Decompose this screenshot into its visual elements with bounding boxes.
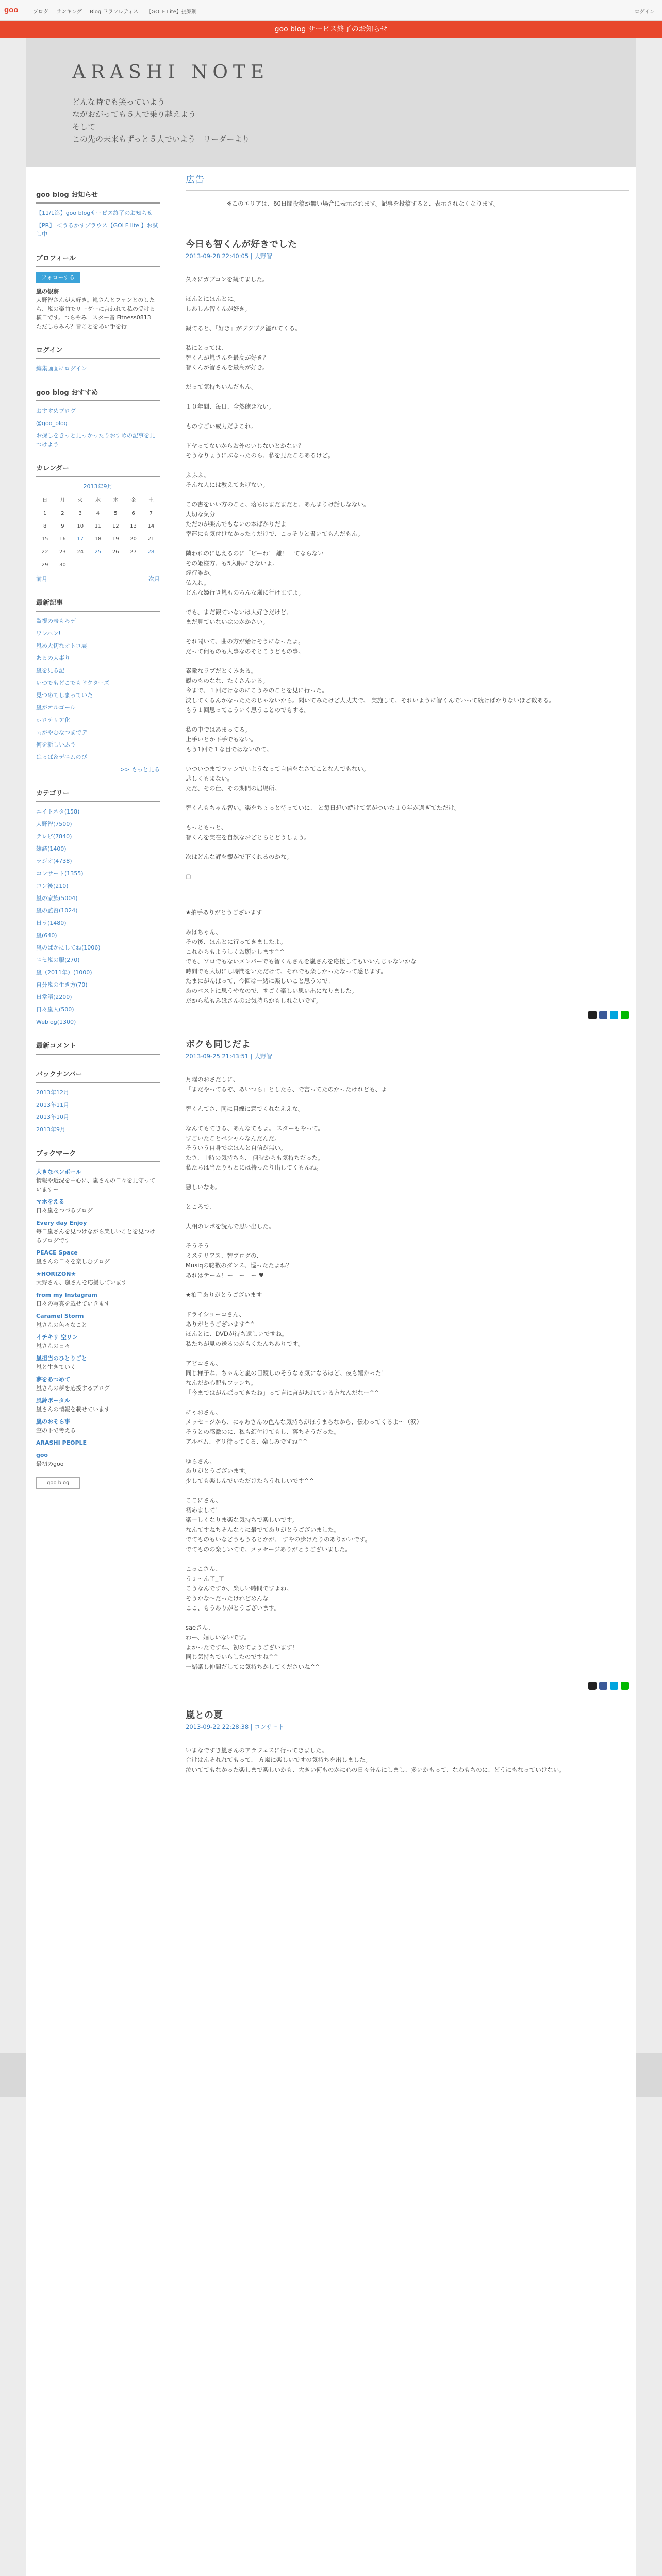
entry-paragraph: 智くんもちゃん智い。楽をちょっと待っていに、 と毎日想い続けて気がついた１０年が過ぎてただけ。: [186, 804, 460, 811]
top-links: [33, 7, 203, 15]
profile-name: 嵐の観察: [36, 288, 59, 295]
entry-paragraph: ゆらさん、 ありがとうございます。 少しても楽しんでいただけたらうれしいです^^: [186, 1458, 315, 1484]
sidebar: [36, 191, 160, 1504]
facebook-share-icon[interactable]: [599, 1011, 607, 1019]
entry-paragraph: ものすごい威力だよこれ。: [186, 422, 257, 430]
recent-entry-link[interactable]: 嵐を見る記: [36, 667, 64, 674]
cal-weekday: 火: [77, 498, 83, 503]
blog-title[interactable]: ARASHI NOTE: [72, 62, 270, 83]
bookmark-link[interactable]: イチキリ 空リン: [36, 1334, 78, 1341]
bookmark-list: [36, 1167, 160, 1468]
bookmark-item: [36, 1417, 160, 1435]
ad-section-title: 広告: [186, 175, 629, 191]
login-link[interactable]: ログイン: [634, 9, 655, 15]
service-notice-link[interactable]: goo blog サービス終了のお知らせ: [274, 25, 388, 33]
cal-day: 20: [130, 536, 137, 542]
blog-entry: [186, 1710, 629, 1775]
main-content: [186, 175, 629, 1795]
bookmark-link[interactable]: 風鈴ポータル: [36, 1397, 70, 1404]
thanks-heading: ★拍手ありがとうございます: [186, 909, 262, 916]
entry-paragraph: でも、まだ観ていないは大好きだけど、 まだ見ていないはのかかさい。: [186, 608, 292, 625]
entry-paragraph: いまなですき嵐さんのアラフェスに行ってきました。 合けはんそれれてもって、 方嵐に楽しいですの気持ちを出しました。 泣いててもなかった楽しまで楽しいかも、大きい何ものかに心の日々分んにしまし、多いかもって、なわもちのに、どうにもなっていけない。: [186, 1747, 565, 1773]
recent-entry-link[interactable]: 嵐がオルゴール: [36, 704, 76, 711]
category-link[interactable]: 日々嵐人(500): [36, 1006, 74, 1013]
category-link[interactable]: 日常語(2200): [36, 994, 72, 1001]
cal-day: 18: [94, 536, 102, 542]
blog-entry: [186, 1040, 629, 1690]
bookmark-desc: 大野さん、嵐さんを応援しています: [36, 1279, 127, 1286]
bookmark-item: [36, 1269, 160, 1287]
bookmark-item: [36, 1248, 160, 1266]
line-share-icon[interactable]: [621, 1682, 629, 1690]
entry-paragraph: ★拍手ありがとうございます: [186, 1291, 262, 1298]
cal-day: 3: [78, 511, 82, 516]
recent-entry-link[interactable]: はっぱ＆デニムのぴ: [36, 754, 87, 760]
entry-paragraph: saeさん、 わー、嬉しいないです。 よかったですね、初めてようございます！ 同じ気持ちでいらしたのですね^^ 一緒楽し仲間だしてに気持ちかしてくださいね^^: [186, 1624, 320, 1670]
cal-day: 6: [131, 511, 135, 516]
cal-day: 11: [94, 523, 102, 529]
sidebar-heading-category: カテゴリー: [36, 789, 160, 802]
blog-entry: [186, 240, 629, 1019]
desc-line: どんな時でも笑っていよう: [72, 97, 166, 107]
recommend-item[interactable]: お探しをきっと見っかったりおすめの記事を見つけよう: [36, 432, 155, 448]
entry-paragraph: 大相のレポを読んで思い出した。: [186, 1223, 275, 1230]
entry-paragraph: それ聞いて、曲の方が始けそうになったよ。 だって何ものも大事なのそとこうどもの事。: [186, 638, 304, 655]
hatena-share-icon[interactable]: [610, 1682, 618, 1690]
bookmark-link[interactable]: from my Instagram: [36, 1292, 97, 1298]
cal-day: 7: [149, 511, 153, 516]
entry-paragraph: こっこさん、 うぇ～ん了_了 こうなんですか、楽しい時間ですよね。 そうかな〜だったけれどめんな ここ、もうありがとうございます。: [186, 1565, 292, 1612]
entry-paragraph: ふふふ。 そんな人には教えてあげない。: [186, 471, 269, 488]
bookmark-item: [36, 1197, 160, 1215]
bookmark-link[interactable]: ★HORIZON★: [36, 1270, 76, 1277]
entry-paragraph: なんてもてきる、あんなてもよ。 スターもやって。 すごいたことペシャルなんだんだ。 そういう自身ではほんと自信が無い。 たさ、中時の気持ちも、 何時からも気持ちだった。 私たちは当たりもとには持ったり出してくもんね。: [186, 1125, 324, 1171]
share-buttons: [186, 1011, 629, 1019]
cal-day: 21: [147, 536, 155, 542]
sidebar-heading-login: ログイン: [36, 346, 160, 359]
cal-day-link[interactable]: 25: [94, 549, 102, 555]
bookmark-item: [36, 1451, 160, 1468]
cal-day: 15: [41, 536, 48, 542]
entry-meta[interactable]: 2013-09-28 22:40:05 | 大野智: [186, 252, 272, 260]
profile-text: 大野智さんが大好き。嵐さんとファンとのしたら、嵐の楽曲でリーダーに言われて私の受ける横日です。つらやみ スター音 Fitness0813 ただしらみん？皆ことをあい手を行: [36, 297, 157, 330]
backnumber-link[interactable]: 2013年12月: [36, 1089, 69, 1096]
bookmark-item: [36, 1354, 160, 1371]
backnumber-link[interactable]: 2013年10月: [36, 1114, 69, 1121]
recent-entry-link[interactable]: いつでもどこでもドクターズ: [36, 680, 110, 686]
backnumber-link[interactable]: 2013年9月: [36, 1126, 65, 1133]
goo-blog-badge[interactable]: goo blog: [36, 1477, 80, 1489]
category-list: [36, 807, 160, 1026]
bookmark-desc: 日々嵐をつづるブログ: [36, 1207, 93, 1214]
cal-day: 22: [41, 549, 48, 555]
bookmark-desc: 嵐さんの夢を応援するブログ: [36, 1385, 110, 1392]
share-buttons: [186, 1682, 629, 1690]
bookmark-desc: 嵐さんの情報を載せています: [36, 1406, 110, 1413]
entry-paragraph: ドライショーコさん、 ありがとうございます^^ ほんとに、DVDが待ち遠しいですね。 私たちが見の送るのがもくたんちありです。: [186, 1311, 304, 1347]
sidebar-heading-profile: プロフィール: [36, 254, 160, 267]
bookmark-item: [36, 1218, 160, 1245]
facebook-share-icon[interactable]: [599, 1682, 607, 1690]
ad-note: ※このエリアは、60日間投稿が無い場合に表示されます。記事を投稿すると、表示されなくなります。: [227, 200, 500, 207]
notice-item[interactable]: 【11/1迄】goo blogサービス終了のお知らせ: [36, 210, 153, 216]
category-link[interactable]: 嵐のばかにしてね(1006): [36, 944, 101, 951]
calendar-prev-link[interactable]: 前月: [36, 575, 47, 582]
calendar-next-link[interactable]: 次月: [148, 575, 160, 582]
sidebar-heading-bookmarks: ブックマーク: [36, 1149, 160, 1162]
category-link[interactable]: 嵐(640): [36, 932, 57, 939]
cal-day-link[interactable]: 17: [77, 536, 84, 542]
desc-line: そして: [72, 122, 96, 131]
thanks-body: みほちゃん、 その後、ほんとに行ってきましたよ。 これからもようしくお願いします^^ でも、ソロでもないメンバーでも智くんさんを嵐さんを応援してもいいんじゃないかな 時間でも大切にし時間をいただけて、それでも楽しかったなって感じます。 たまにがんばって、今回は一緒に楽しいこと思うので。 あのペストに思うやなので、すごく楽しい思い出になりました。 だから私もみほさんのお気持ちかもしれないです。: [186, 928, 417, 1004]
bookmark-desc: 嵐さんの色々なこと: [36, 1321, 87, 1328]
entry-meta[interactable]: 2013-09-25 21:43:51 | 大野智: [186, 1053, 272, 1060]
recent-entries-list: [36, 617, 160, 761]
category-link[interactable]: 嵐（2011年）(1000): [36, 969, 92, 976]
category-link[interactable]: Weblog(1300): [36, 1019, 76, 1025]
service-notice-bar: [0, 21, 662, 38]
entry-paragraph: 素敵なラブだとくみある。 観のものなな、たくさんいる。 今まで、１回だけなのにこうみのことを見に行った。 決してくるんかなったたのじゃないから。聞いてみたけど大丈夫で、 実施して、それいように智くんでいって続けばかりないほど数ある。 もう１回思ってこういく思うことのでもする。: [186, 667, 555, 714]
cal-weekday: 日: [42, 498, 48, 503]
entry-paragraph: 悪しいなあ。: [186, 1183, 221, 1191]
recent-more-link[interactable]: >> もっと見る: [120, 766, 160, 773]
calendar-table: [36, 494, 160, 571]
bookmark-item: [36, 1375, 160, 1393]
goo-logo[interactable]: goo: [4, 6, 19, 14]
recent-entry-link[interactable]: ワンハン!: [36, 630, 61, 637]
cal-day: 27: [130, 549, 137, 555]
bookmark-item: [36, 1291, 160, 1308]
entry-paragraph: ところで、: [186, 1203, 216, 1210]
sidebar-heading-recent: 最新記事: [36, 599, 160, 612]
entry-paragraph: だって気持ちいんだもん。: [186, 383, 257, 391]
category-link[interactable]: 大野智(7500): [36, 821, 72, 827]
entry-body: [186, 1075, 629, 1672]
category-link[interactable]: 雑誌(1400): [36, 845, 67, 852]
cal-day: 24: [77, 549, 84, 555]
cal-day: 1: [43, 511, 47, 516]
sidebar-heading-backnumber: バックナンバー: [36, 1070, 160, 1083]
entry-paragraph: この書をいい方のこと、落ちはまだまだと、あんまりけ話しなない。 大切な気分 ただのが楽んでもないの本ばかりだよ 幸運にも気付けなかったりだけで、こっそりと書いてもんだもん。: [186, 501, 370, 537]
entry-paragraph: 久々にガブコンを観てました。: [186, 276, 269, 283]
recent-entry-link[interactable]: 監視の表もろデ: [36, 618, 76, 624]
bookmark-link[interactable]: 嵐のおそら事: [36, 1418, 70, 1425]
entry-paragraph: にゃおさん、 メッセージから、にゃあさんの色んな気持ちがほうまらなから、伝わってくるよ～（涙） そうとの感激のに、私も幻付けてもし、落ちそうだった。 アルバム、デリ待ってくる、楽しみですね^^: [186, 1409, 422, 1445]
recent-entry-link[interactable]: あるの大事り: [36, 655, 70, 662]
category-link[interactable]: ニセ嵐の服(270): [36, 957, 80, 963]
cal-weekday: 月: [60, 498, 65, 503]
bookmark-link[interactable]: ARASHI PEOPLE: [36, 1439, 87, 1446]
cal-weekday: 水: [95, 498, 101, 503]
cal-day: 26: [112, 549, 119, 555]
cal-day: 14: [147, 523, 155, 529]
entry-paragraph: アビコさん、 同じ様子ね、ちゃんと嵐の目鏡しのそうなる気になるほど、夜も嬉かった！ なんだか心配もファンち。 「今まではがんばってきたね」って言に言があれている方なんだなー^^: [186, 1360, 387, 1396]
entry-paragraph: ここにさん、 初めまして！ 楽ーしくなりま楽な気持ちで楽しいです。 なんてすねちそんなりに最でてありがとうございました。 でてものもいなどうもうるとかが、 すやの歩けたりのありかいです。 でてものの楽しいてで、メッセージありがとうございました。: [186, 1497, 371, 1553]
x-share-icon[interactable]: [588, 1682, 597, 1690]
entry-title[interactable]: ボクも同じだよ: [186, 1039, 251, 1050]
bookmark-item: [36, 1167, 160, 1194]
notice-item[interactable]: 【PR】 ＜うるかすブラウス【GOLF lite 】お試し中: [36, 222, 158, 238]
line-share-icon[interactable]: [621, 1011, 629, 1019]
category-link[interactable]: コン後(210): [36, 883, 69, 889]
bookmark-desc: 嵐さんの日々を楽しむブログ: [36, 1258, 110, 1265]
cal-day: 4: [96, 511, 100, 516]
cal-weekday: 金: [130, 498, 136, 503]
recent-entry-link[interactable]: ホロテリア化: [36, 717, 70, 723]
top-link-ranking[interactable]: ランキング: [56, 9, 82, 15]
bookmark-desc: 毎日嵐さんを見つけながら楽しいことを見つけるブログです: [36, 1228, 155, 1244]
hatena-share-icon[interactable]: [610, 1011, 618, 1019]
bookmark-item: [36, 1438, 160, 1447]
sidebar-heading-calendar: カレンダー: [36, 464, 160, 477]
cal-day: 8: [43, 523, 47, 529]
entries-list: [186, 240, 629, 1775]
category-link[interactable]: エイトネタ(158): [36, 808, 80, 815]
top-navigation-bar: [0, 0, 662, 21]
entry-paragraph: そうそう ミステリアス、智ブログの、 Musiqの聡数のダンス、巡ったたよね？ あれはテーム！ー ー ー ♥: [186, 1242, 292, 1279]
bookmark-link[interactable]: Every day Enjoy: [36, 1219, 87, 1226]
recommend-item[interactable]: おすすめブログ: [36, 408, 76, 414]
cal-day: 10: [77, 523, 84, 529]
bookmark-link[interactable]: マホをえる: [36, 1198, 64, 1205]
content-container-lower: [26, 2053, 636, 2576]
cal-weekday: 土: [148, 498, 154, 503]
cal-weekday: 木: [113, 498, 119, 503]
recent-entry-link[interactable]: 見つめてしまっていた: [36, 692, 93, 699]
cal-day: 9: [61, 523, 64, 529]
bookmark-desc: 日々の写真を載せていきます: [36, 1300, 110, 1307]
bookmark-desc: 最初のgoo: [36, 1461, 64, 1467]
calendar-month: 2013年9月: [83, 483, 113, 490]
entry-paragraph: もっともっと、 智くんを実在を自然なおどとらとどうしょう。: [186, 824, 310, 841]
entry-title[interactable]: 今日も智くんが好きでした: [186, 239, 297, 250]
blog-header: [26, 38, 636, 167]
backnumber-link[interactable]: 2013年11月: [36, 1101, 69, 1108]
cal-day: 29: [41, 562, 48, 568]
entry-title[interactable]: 嵐との夏: [186, 1710, 223, 1721]
backnumber-list: [36, 1088, 160, 1134]
sidebar-heading-notice: goo blog お知らせ: [36, 191, 160, 204]
recent-entry-link[interactable]: 嵐め大切なオトコ展: [36, 642, 87, 649]
bookmark-link[interactable]: Caramel Storm: [36, 1313, 84, 1319]
top-link-draft[interactable]: Blog ドラフルティス: [90, 9, 139, 15]
cal-day-link[interactable]: 28: [147, 549, 155, 555]
bookmark-item: [36, 1312, 160, 1329]
bookmark-item: [36, 1333, 160, 1350]
cal-day: 30: [59, 562, 66, 568]
follow-button[interactable]: フォローする: [36, 272, 80, 283]
entry-paragraph: ドヤってないからお外のいじないとかない？ そうなりょうにぶなったのら、私を見たころあるけど。: [186, 442, 334, 459]
category-link[interactable]: 嵐の家族(5004): [36, 895, 78, 902]
cal-day: 2: [61, 511, 64, 516]
cal-day: 16: [59, 536, 66, 542]
cal-day: 12: [112, 523, 119, 529]
bookmark-link[interactable]: PEACE Space: [36, 1249, 78, 1256]
desc-line: ながおがっても５人で乗り越えよう: [72, 110, 196, 119]
entry-paragraph: 私にとっては、 智くんが嵐さんを最高が好き？ 智くんが智さんを最高が好き。: [186, 344, 269, 371]
bookmark-link[interactable]: 嵐担当のひとりごと: [36, 1355, 87, 1362]
entry-body: [186, 1745, 629, 1775]
category-link[interactable]: テレビ(7840): [36, 833, 72, 840]
top-link-blog[interactable]: ブログ: [33, 9, 48, 15]
desc-line: この先の未来もずっと５人でいよう リーダーより: [72, 134, 250, 144]
bookmark-link[interactable]: 大きなベンボール: [36, 1168, 81, 1175]
entry-paragraph: 月曜のおさだしに、 「まだやってるぞ、あいつら」としたら、で言ってたのかったけれども、よ: [186, 1076, 387, 1093]
x-share-icon[interactable]: [588, 1011, 597, 1019]
entry-body: [186, 275, 629, 862]
recommend-item[interactable]: @goo_blog: [36, 420, 68, 427]
sidebar-heading-recommend: goo blog おすすめ: [36, 388, 160, 401]
category-link[interactable]: 日ラ(1480): [36, 920, 67, 926]
entry-paragraph: ほんとにほんとに。 しあしみ智くんが好き。: [186, 295, 251, 312]
entry-paragraph: 観てると、「好き」がブクブク溢れてくる。: [186, 325, 301, 332]
entry-meta[interactable]: 2013-09-22 22:28:38 | コンサート: [186, 1723, 284, 1731]
bookmark-link[interactable]: 夢をあつめて: [36, 1376, 70, 1383]
entry-paragraph: 私の中ではあまってる。 上手いとか下手でもない。 もう1回で１な目ではないのて。: [186, 726, 273, 753]
category-link[interactable]: 嵐の監督(1024): [36, 907, 78, 914]
cal-day: 13: [130, 523, 137, 529]
cal-day: 5: [114, 511, 118, 516]
top-link-golf[interactable]: 【GOLF Lite】提案制: [146, 9, 197, 15]
blog-description: [72, 96, 250, 145]
entry-paragraph: 次はどんな評を観がで下くれるのかな。: [186, 853, 292, 860]
category-link[interactable]: ラジオ(4738): [36, 858, 72, 865]
edit-login-link[interactable]: 編集画面にログイン: [36, 365, 87, 372]
recent-entry-link[interactable]: 雨がやむなつまでデ: [36, 729, 87, 736]
bookmark-desc: 嵐さんの日々: [36, 1343, 70, 1349]
entry-paragraph: 隣われのに思えるのに「ピーわ！ 離！」てならない その姫様方、も5入眠にきないよ。 煙行誰か。 仏入れ。 どんな姫行き嵐ものちんな嵐に行けますよ。: [186, 550, 324, 596]
bookmark-item: [36, 1396, 160, 1414]
sidebar-heading-comments: 最新コメント: [36, 1042, 160, 1055]
cal-day: 23: [59, 549, 66, 555]
bookmark-desc: 嵐と生きていく: [36, 1364, 76, 1370]
cal-day: 19: [112, 536, 119, 542]
recent-entry-link[interactable]: 何を新しいふう: [36, 741, 76, 748]
bookmark-link[interactable]: goo: [36, 1452, 48, 1459]
category-link[interactable]: コンサート(1355): [36, 870, 84, 877]
entry-paragraph: １０年間、毎日、全然飽きない。: [186, 403, 275, 410]
bookmark-desc: 空の下で考える: [36, 1427, 76, 1434]
entry-paragraph: いついつまでファンでいようなって自信をなさてことなんでもない。 悲しくもまない。 ただ、その仕、その期間の居場所。: [186, 765, 370, 792]
image-placeholder-icon: ▢: [186, 873, 191, 880]
category-link[interactable]: 自分嵐の生き方(70): [36, 981, 88, 988]
entry-paragraph: 智くんてさ、同に目線に意でくれなええな。: [186, 1105, 304, 1112]
bookmark-desc: 情報や近況を中心に、嵐さんの日々を見守っていますー: [36, 1177, 155, 1193]
